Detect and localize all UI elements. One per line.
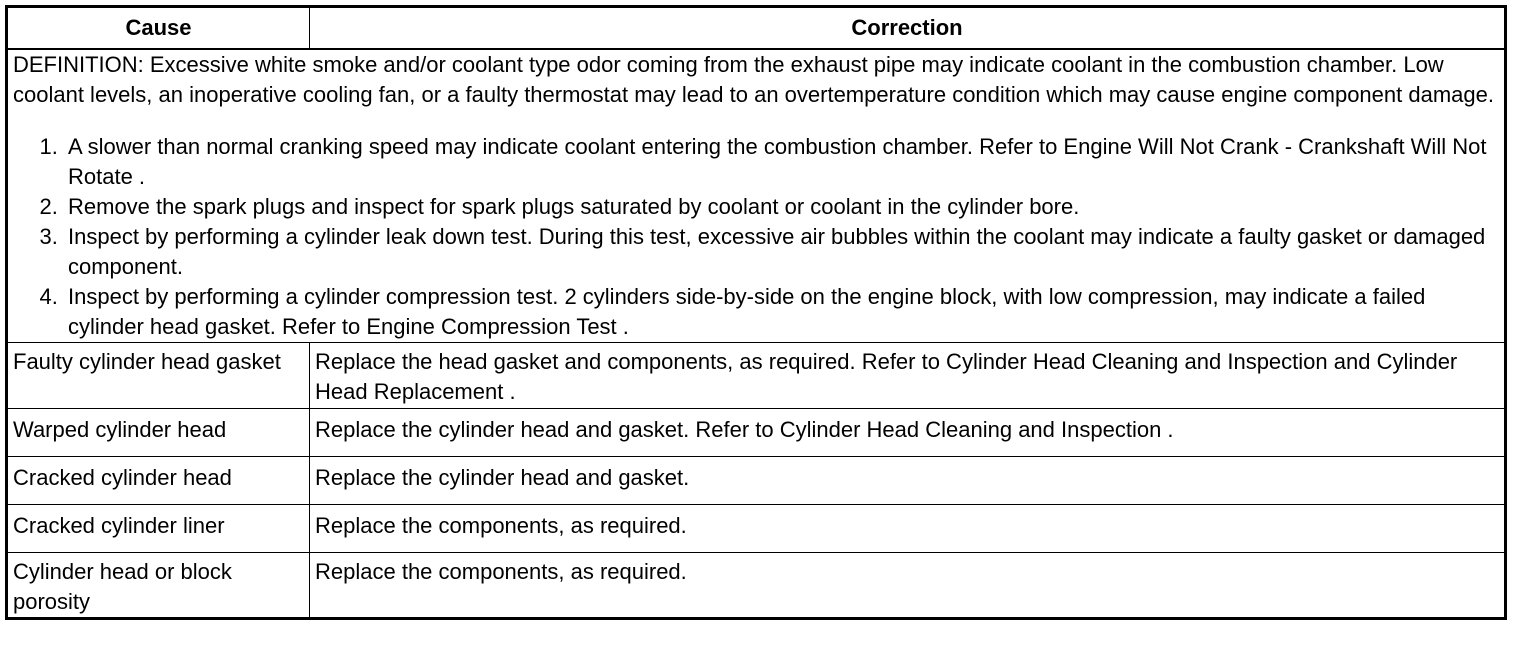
correction-cell: Replace the cylinder head and gasket. Refer to Cylinder Head Cleaning and Inspection . — [310, 409, 1506, 457]
cause-cell: Cracked cylinder liner — [7, 505, 310, 553]
cause-cell: Faulty cylinder head gasket — [7, 343, 310, 409]
correction-column-header: Correction — [310, 7, 1506, 50]
diagnostic-step: 4. Inspect by performing a cylinder compression test. 2 cylinders side-by-side on the engine block, with low compression, may indicate a failed cylinder head gasket. Refer to Engine Compression Test . — [64, 282, 1499, 342]
correction-cell: Replace the components, as required. — [310, 505, 1506, 553]
table-row — [7, 553, 1506, 619]
table-row — [7, 343, 1506, 409]
table-row — [7, 457, 1506, 505]
header-row — [7, 7, 1506, 50]
correction-cell: Replace the head gasket and components, as required. Refer to Cylinder Head Cleaning and Inspection and Cylinder Head Replacement . — [310, 343, 1506, 409]
diagnostic-step: 1. A slower than normal cranking speed may indicate coolant entering the combustion chamber. Refer to Engine Will Not Crank - Crankshaft Will Not Rotate . — [64, 132, 1499, 192]
table-row — [7, 409, 1506, 457]
diagnostic-steps-list — [13, 132, 1499, 342]
cause-correction-table — [5, 5, 1507, 620]
cause-cell: Cracked cylinder head — [7, 457, 310, 505]
table-row — [7, 505, 1506, 553]
correction-cell: Replace the cylinder head and gasket. — [310, 457, 1506, 505]
diagnostic-step: 2. Remove the spark plugs and inspect for spark plugs saturated by coolant or coolant in the cylinder bore. — [64, 192, 1499, 222]
diagnostic-step: 3. Inspect by performing a cylinder leak down test. During this test, excessive air bubbles within the coolant may indicate a faulty gasket or damaged component. — [64, 222, 1499, 282]
cause-cell: Warped cylinder head — [7, 409, 310, 457]
definition-row — [7, 49, 1506, 343]
definition-text: DEFINITION: Excessive white smoke and/or coolant type odor coming from the exhaust pipe may indicate coolant in the combustion chamber. Low coolant levels, an inoperative cooling fan, or a faulty thermostat may lead to an overtemperature condition which may cause engine component damage. — [13, 52, 1494, 107]
cause-column-header: Cause — [7, 7, 310, 50]
correction-cell: Replace the components, as required. — [310, 553, 1506, 619]
definition-cell — [7, 49, 1506, 343]
cause-cell: Cylinder head or block porosity — [7, 553, 310, 619]
